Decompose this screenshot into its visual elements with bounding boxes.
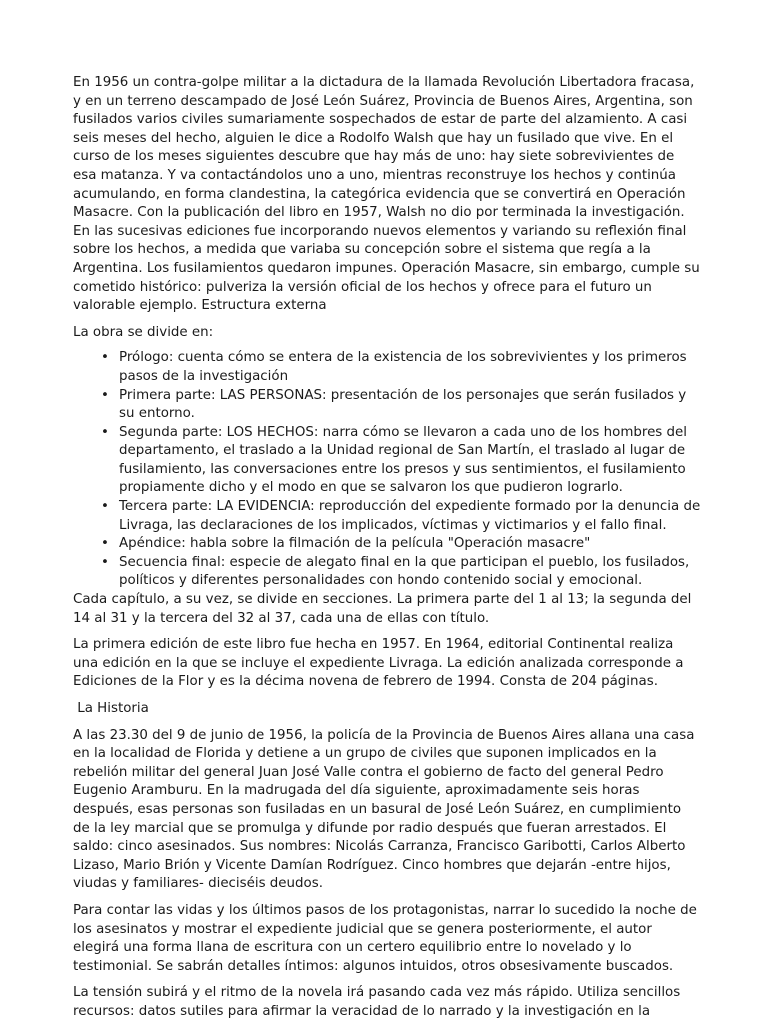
chapters-paragraph: Cada capítulo, a su vez, se divide en secciones. La primera parte del 1 al 13; la segunda del 14 al 31 y la tercera del 32 al 37, cada una de ellas con título. (73, 592, 692, 626)
history-paragraph-1: A las 23.30 del 9 de junio de 1956, la policía de la Provincia de Buenos Aires allana una casa en la localidad de Florida y detiene a un grupo de civiles que suponen implicados en la rebelión militar del general Juan José Valle contra el gobierno de facto del general Pedro Eugenio Aramburu. En la madrugada del día siguiente, aproximadamente seis horas después, esas personas son fusiladas en un basural de José León Suárez, en cumplimiento de la ley marcial que se promulga y difunde por radio después que fueran arrestados. El saldo: cinco asesinados. Sus nombres: Nicolás Carranza, Francisco Garibotti, Carlos Alberto Lizaso, Mario Brión y Vicente Damían Rodríguez. Cinco hombres que dejarán -entre hijos, viudas y familiares- dieciséis deudos. (73, 727, 695, 892)
list-item: • Apéndice: habla sobre la filmación de la película "Operación masacre" (119, 535, 701, 554)
list-item: • Tercera parte: LA EVIDENCIA: reproducción del expediente formado por la denuncia de Livraga, las declaraciones de los implicados, víctimas y victimarios y el fallo final. (119, 498, 701, 535)
intro-paragraph: En 1956 un contra-golpe militar a la dictadura de la llamada Revolución Libertadora fracasa, y en un terreno descampado de José León Suárez, Provincia de Buenos Aires, Argentina, son fusilados varios civiles sumariamente sospechados de estar de parte del alzamiento. A casi seis meses del hecho, alguien le dice a Rodolfo Walsh que hay un fusilado que vive. En el curso de los meses siguientes descubre que hay más de uno: hay siete sobrevivientes de esa matanza. Y va contactándolos uno a uno, mientras reconstruye los hechos y continúa acumulando, en forma clandestina, la categórica evidencia que se convertirá en Operación Masacre. Con la publicación del libro en 1957, Walsh no dio por terminada la investigación. En las sucesivas ediciones fue incorporando nuevos elementos y variando su reflexión final sobre los hechos, a medida que variaba su concepción sobre el sistema que regía a la Argentina. Los fusilamientos quedaron impunes. Operación Masacre, sin embargo, cumple su cometido histórico: pulveriza la versión oficial de los hechos y ofrece para el futuro un valorable ejemplo. Estructura externa (73, 75, 700, 314)
list-item: • Primera parte: LAS PERSONAS: presentación de los personajes que serán fusilados y su entorno. (119, 387, 701, 424)
document-page (73, 74, 701, 1022)
history-paragraph-2: Para contar las vidas y los últimos pasos de los protagonistas, narrar lo sucedido la noche de los asesinatos y mostrar el expediente judicial que se genera posteriormente, el autor elegirá una forma llana de escritura con un certero equilibrio entre lo novelado y lo testimonial. Se sabrán detalles íntimos: algunos intuidos, otros obsesivamente buscados. (73, 902, 697, 974)
history-heading: La Historia (73, 701, 149, 716)
list-item: • Secuencia final: especie de alegato final en la que participan el pueblo, los fusilados, políticos y diferentes personalidades con hondo contenido social y emocional. (119, 554, 701, 591)
edition-paragraph: La primera edición de este libro fue hecha en 1957. En 1964, editorial Continental realiza una edición en la que se incluye el expediente Livraga. La edición analizada corresponde a Ediciones de la Flor y es la décima novena de febrero de 1994. Consta de 204 páginas. (73, 637, 684, 690)
list-item: • Prólogo: cuenta cómo se entera de la existencia de los sobrevivientes y los primeros pasos de la investigación (119, 349, 701, 386)
structure-intro: La obra se divide en: (73, 324, 214, 340)
sections-list (73, 349, 701, 591)
history-paragraph-3: La tensión subirá y el ritmo de la novela irá pasando cada vez más rápido. Utiliza sencillos recursos: datos sutiles para afirmar la veracidad de lo narrado y la investigación en la (73, 985, 681, 1019)
list-item: • Segunda parte: LOS HECHOS: narra cómo se llevaron a cada uno de los hombres del departamento, el traslado a la Unidad regional de San Martín, el traslado al lugar de fusilamiento, las conversaciones entre los presos y sus sentimientos, el fusilamiento propiamente dicho y el modo en que se salvaron los que pudieron lograrlo. (119, 424, 701, 498)
